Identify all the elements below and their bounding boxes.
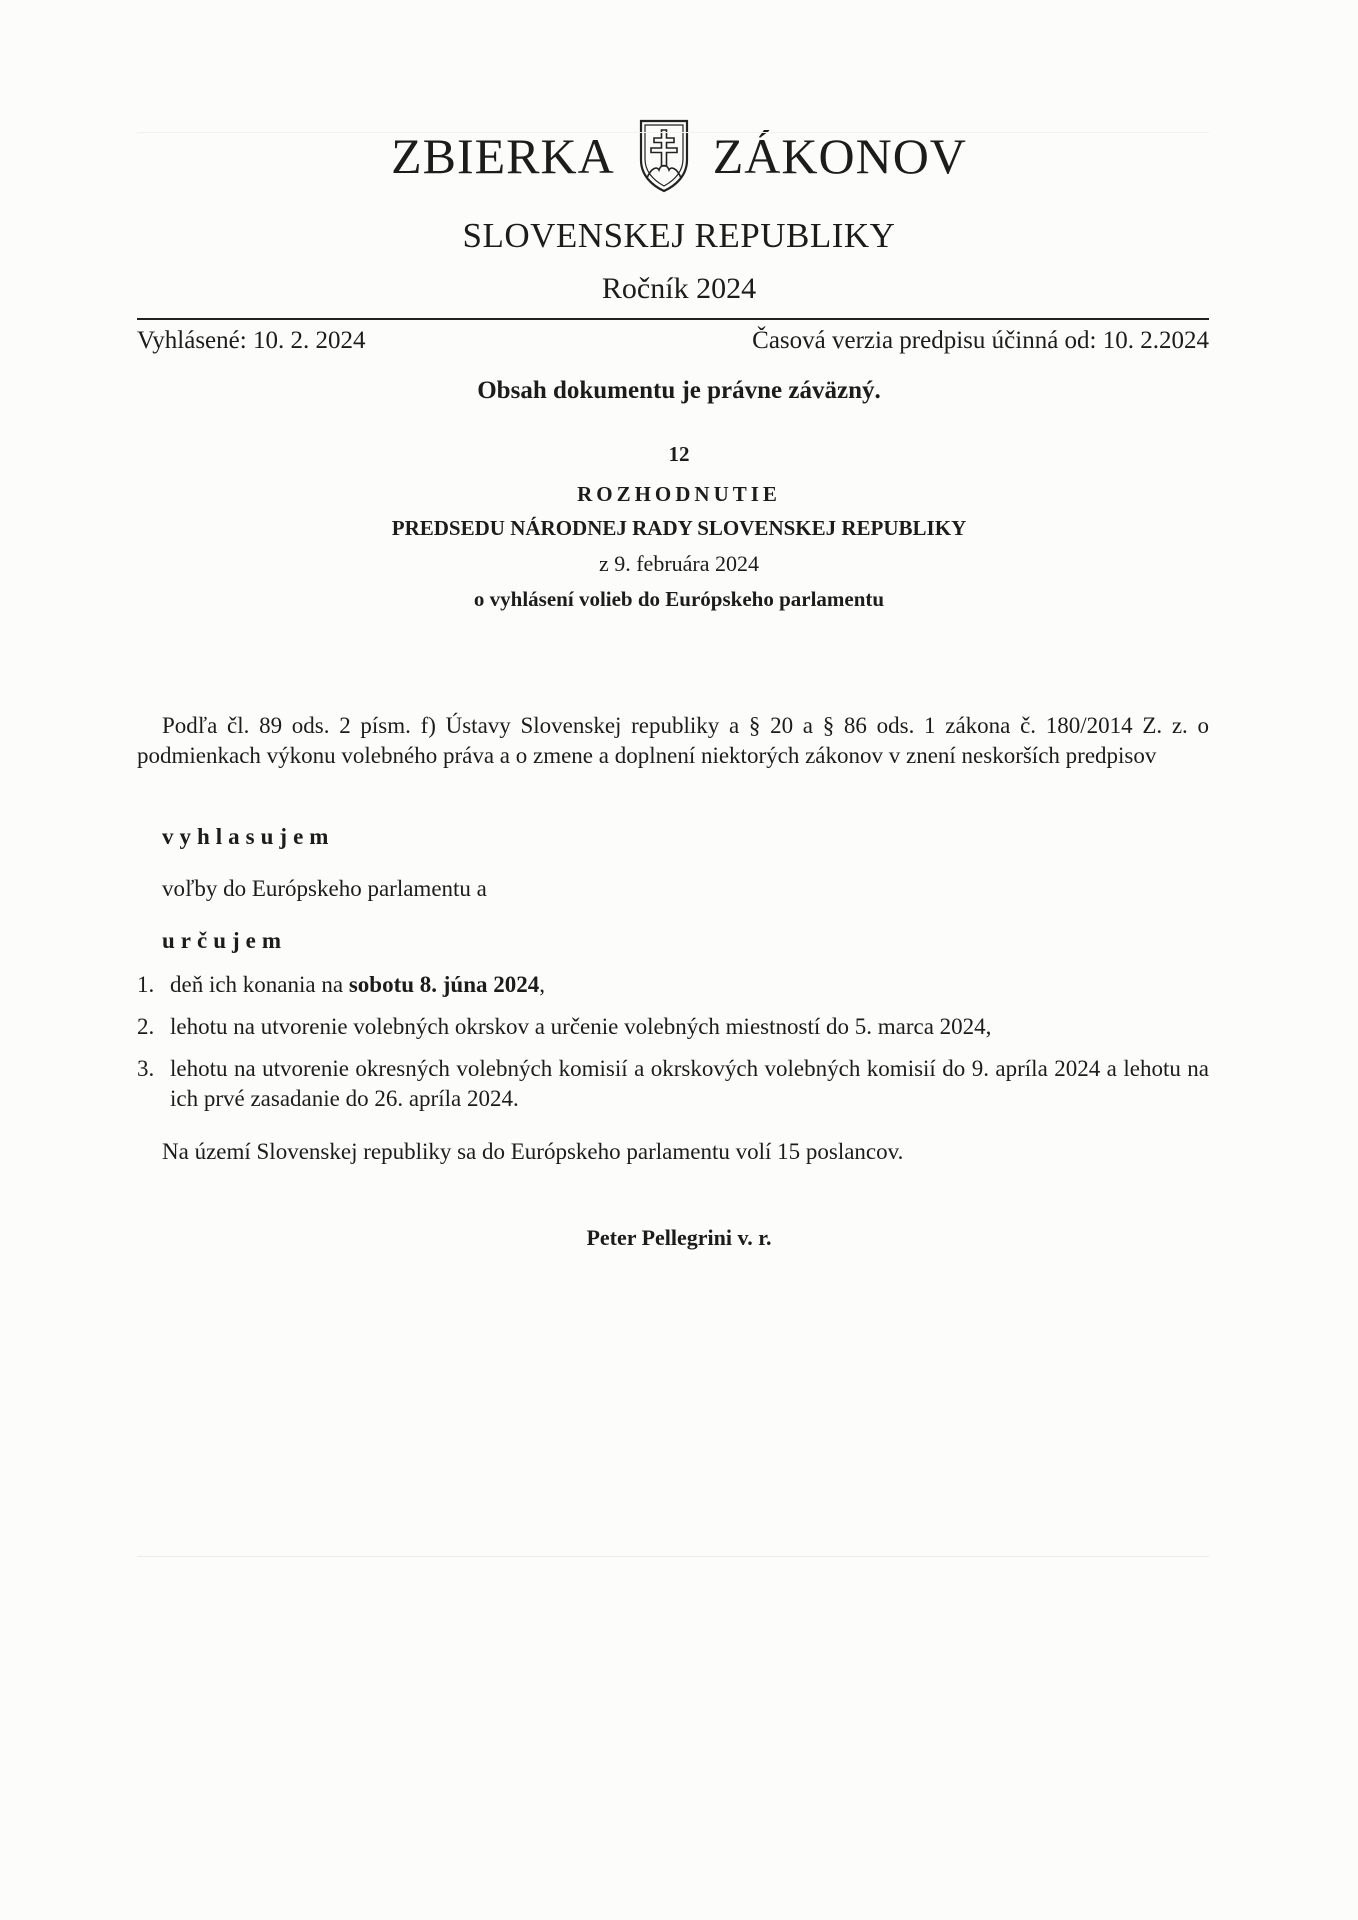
header-divider bbox=[137, 318, 1209, 320]
publication-meta bbox=[137, 327, 1209, 355]
list-item-text bbox=[137, 970, 1209, 1000]
effective-date: Časová verzia predpisu účinná od: 10. 2.2024 bbox=[752, 327, 1209, 354]
legal-binding-note: Obsah dokumentu je právne záväzný. bbox=[477, 377, 881, 404]
list-item-2 bbox=[137, 1012, 1209, 1042]
masthead bbox=[0, 118, 1358, 256]
decision-number: 12 bbox=[668, 442, 690, 466]
declare-keyword: vyhlasujem bbox=[162, 824, 335, 849]
bleed-through-rule bbox=[137, 132, 1209, 133]
list-item-1 bbox=[137, 970, 1209, 1000]
coat-of-arms-icon bbox=[637, 118, 691, 194]
list-item-number: 2. bbox=[137, 1014, 155, 1039]
preamble-paragraph: Podľa čl. 89 ods. 2 písm. f) Ústavy Slovenskej republiky a § 20 a § 86 ods. 1 zákona č. 180/2014 Z. z. o podmienkach výkonu volebného práva a o zmene a doplnení niektorých zákonov v znení neskorších predpisov bbox=[137, 713, 1209, 768]
list-item-number: 3. bbox=[137, 1056, 155, 1081]
masthead-word-right: ZÁKONOV bbox=[712, 128, 967, 184]
decision-type: ROZHODNUTIE bbox=[577, 482, 781, 506]
decision-subject: o vyhlásení volieb do Európskeho parlamentu bbox=[473, 587, 885, 611]
list-item-text: lehotu na utvorenie volebných okrskov a určenie volebných miestností do 5. marca 2024, bbox=[170, 1014, 992, 1039]
list-item-text-start: deň ich konania na bbox=[170, 972, 349, 997]
closing-paragraph: Na území Slovenskej republiky sa do Európskeho parlamentu volí 15 poslancov. bbox=[162, 1139, 904, 1164]
volume-year: Ročník 2024 bbox=[601, 272, 757, 305]
bleed-through-rule bbox=[137, 1556, 1209, 1557]
signature: Peter Pellegrini v. r. bbox=[586, 1225, 772, 1250]
list-item-text: lehotu na utvorenie okresných volebných komisií a okrskových volebných komisií do 9. apríla 2024 a lehotu na ich prvé zasadanie do 26. apríla 2024. bbox=[170, 1056, 1209, 1111]
list-item-number: 1. bbox=[137, 972, 155, 997]
decision-date: z 9. februára 2024 bbox=[598, 551, 760, 576]
decision-issuer: PREDSEDU NÁRODNEJ RADY SLOVENSKEJ REPUBLIKY bbox=[391, 516, 967, 540]
announced-date: Vyhlásené: 10. 2. 2024 bbox=[137, 327, 366, 354]
determine-keyword: určujem bbox=[162, 928, 288, 953]
declare-object: voľby do Európskeho parlamentu a bbox=[162, 876, 487, 901]
list-item-text-end: , bbox=[539, 972, 546, 997]
masthead-subtitle: SLOVENSKEJ REPUBLIKY bbox=[462, 216, 896, 255]
masthead-word-left: ZBIERKA bbox=[391, 128, 615, 184]
masthead-title-row bbox=[0, 118, 1358, 194]
list-item-3 bbox=[137, 1054, 1209, 1114]
election-date-bold: sobotu 8. júna 2024 bbox=[348, 972, 540, 997]
